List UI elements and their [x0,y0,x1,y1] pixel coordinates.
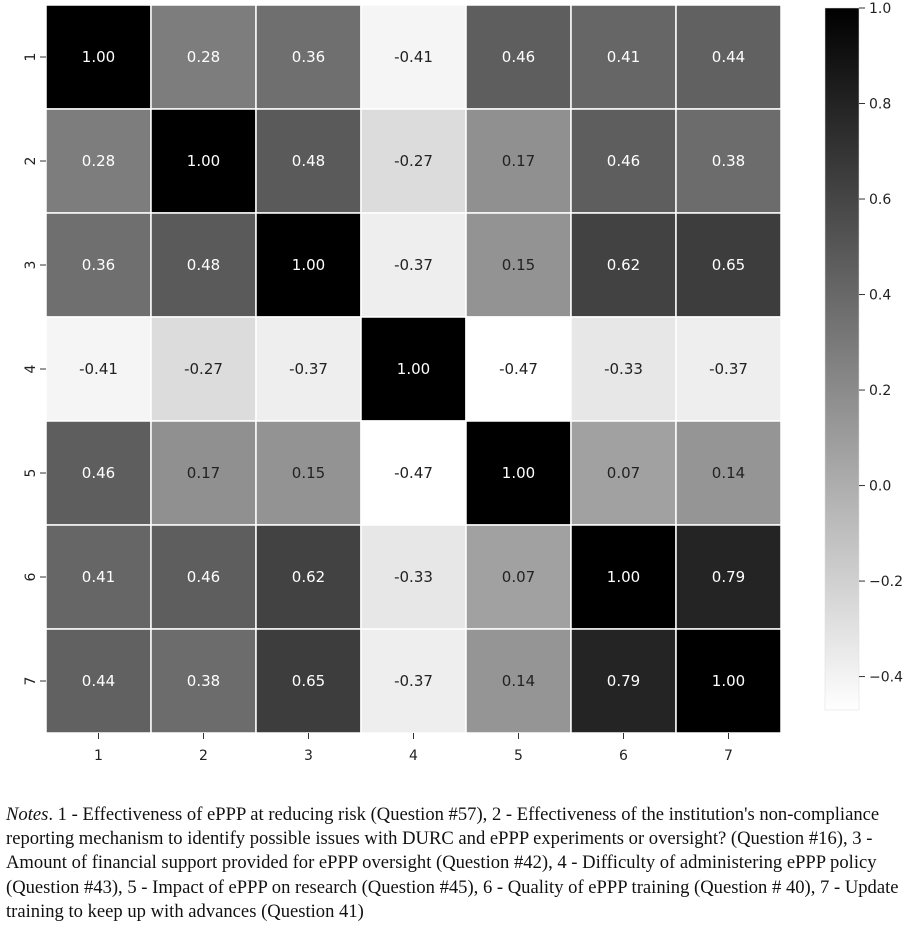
cell-value-label: 0.48 [291,152,326,170]
cell-value-label: 0.65 [291,672,326,690]
x-tick-label: 2 [199,748,208,764]
cell-value-label: 1.00 [711,672,746,690]
cell-value-label: -0.27 [184,360,223,378]
cell-value-label: 0.65 [711,256,746,274]
cell-value-label: 0.44 [81,672,116,690]
cell-value-label: 1.00 [396,360,431,378]
heatmap-cells [46,5,781,733]
cell-value-label: 0.62 [291,568,326,586]
x-tick-label: 1 [94,748,103,764]
y-tick-label: 2 [23,156,39,166]
cell-value-label: 0.15 [291,464,326,482]
y-tick-label: 6 [23,572,39,582]
cell-value-label: 0.28 [186,48,221,66]
cell-value-label: 0.38 [186,672,221,690]
colorbar-tick-label: −0.2 [869,574,903,591]
colorbar-tick-label: 0.0 [869,478,892,495]
cell-value-label: 1.00 [291,256,326,274]
cell-value-label: 0.41 [606,48,641,66]
colorbar-gradient [825,8,859,710]
figure-notes [6,803,906,924]
y-tick-label: 1 [23,52,39,62]
cell-value-label: 1.00 [501,464,536,482]
x-tick-label: 6 [619,748,628,764]
y-tick-labels [23,53,46,686]
notes-text: . 1 - Effectiveness of ePPP at reducing risk (Question #57), 2 - Effectiveness of the institution's non-compliance reporting mechanism to identify possible issues with DURC and ePPP experiments or oversight? (Question #16), 3 - Amount of financial support provided for ePPP oversight (Question #42), 4 - Difficulty of administering ePPP policy (Question #43), 5 - Impact of ePPP on research (Question #45), 6 - Quality of ePPP training (Question # 40), 7 - Update training to keep up with advances (Question 41) [6,804,899,922]
colorbar-tick-label: 0.8 [869,96,892,113]
colorbar-tick-label: 1.0 [869,1,892,17]
cell-value-label: 0.79 [711,568,746,586]
colorbar-tick-label: 0.4 [869,287,892,304]
y-tick-label: 5 [23,468,39,478]
cell-value-label: 0.17 [186,464,221,482]
cell-value-label: 0.41 [81,568,116,586]
cell-value-label: 0.46 [606,152,641,170]
cell-value-label: 0.46 [81,464,116,482]
x-tick-label: 7 [724,748,733,764]
cell-value-label: -0.37 [394,672,433,690]
colorbar-tick-label: 0.2 [869,383,892,400]
y-tick-label: 7 [23,676,39,686]
cell-value-label: 0.17 [501,152,536,170]
cell-value-label: 0.36 [291,48,326,66]
cell-value-label: -0.33 [604,360,643,378]
cell-value-label: 0.79 [606,672,641,690]
cell-value-label: 1.00 [81,48,116,66]
cell-value-label: 0.14 [711,464,746,482]
notes-lead: Notes [6,804,49,825]
cell-value-label: 1.00 [186,152,221,170]
cell-value-label: 0.07 [606,464,641,482]
x-tick-label: 4 [409,748,418,764]
cell-value-label: -0.47 [394,464,433,482]
y-tick-label: 3 [23,260,39,270]
cell-value-label: -0.47 [499,360,538,378]
colorbar-tick-label: 0.6 [869,192,892,209]
cell-value-label: 0.44 [711,48,746,66]
colorbar-tick-label: −0.4 [869,669,903,686]
colorbar [825,1,903,710]
cell-value-label: 0.36 [81,256,116,274]
y-tick-label: 4 [23,364,39,374]
x-tick-label: 5 [514,748,523,764]
cell-value-label: -0.37 [394,256,433,274]
cell-value-label: -0.37 [289,360,328,378]
cell-value-label: 0.28 [81,152,116,170]
cell-value-label: -0.41 [394,48,433,66]
cell-value-label: 0.48 [186,256,221,274]
cell-value-label: 0.46 [186,568,221,586]
cell-value-label: 0.38 [711,152,746,170]
cell-value-label: -0.37 [709,360,748,378]
x-tick-labels [94,733,733,764]
cell-value-label: 0.07 [501,568,536,586]
cell-value-label: -0.27 [394,152,433,170]
cell-value-label: -0.33 [394,568,433,586]
x-tick-label: 3 [304,748,313,764]
cell-value-label: -0.41 [79,360,118,378]
cell-value-label: 0.15 [501,256,536,274]
cell-value-label: 1.00 [606,568,641,586]
cell-value-label: 0.14 [501,672,536,690]
cell-value-label: 0.62 [606,256,641,274]
cell-value-label: 0.46 [501,48,536,66]
